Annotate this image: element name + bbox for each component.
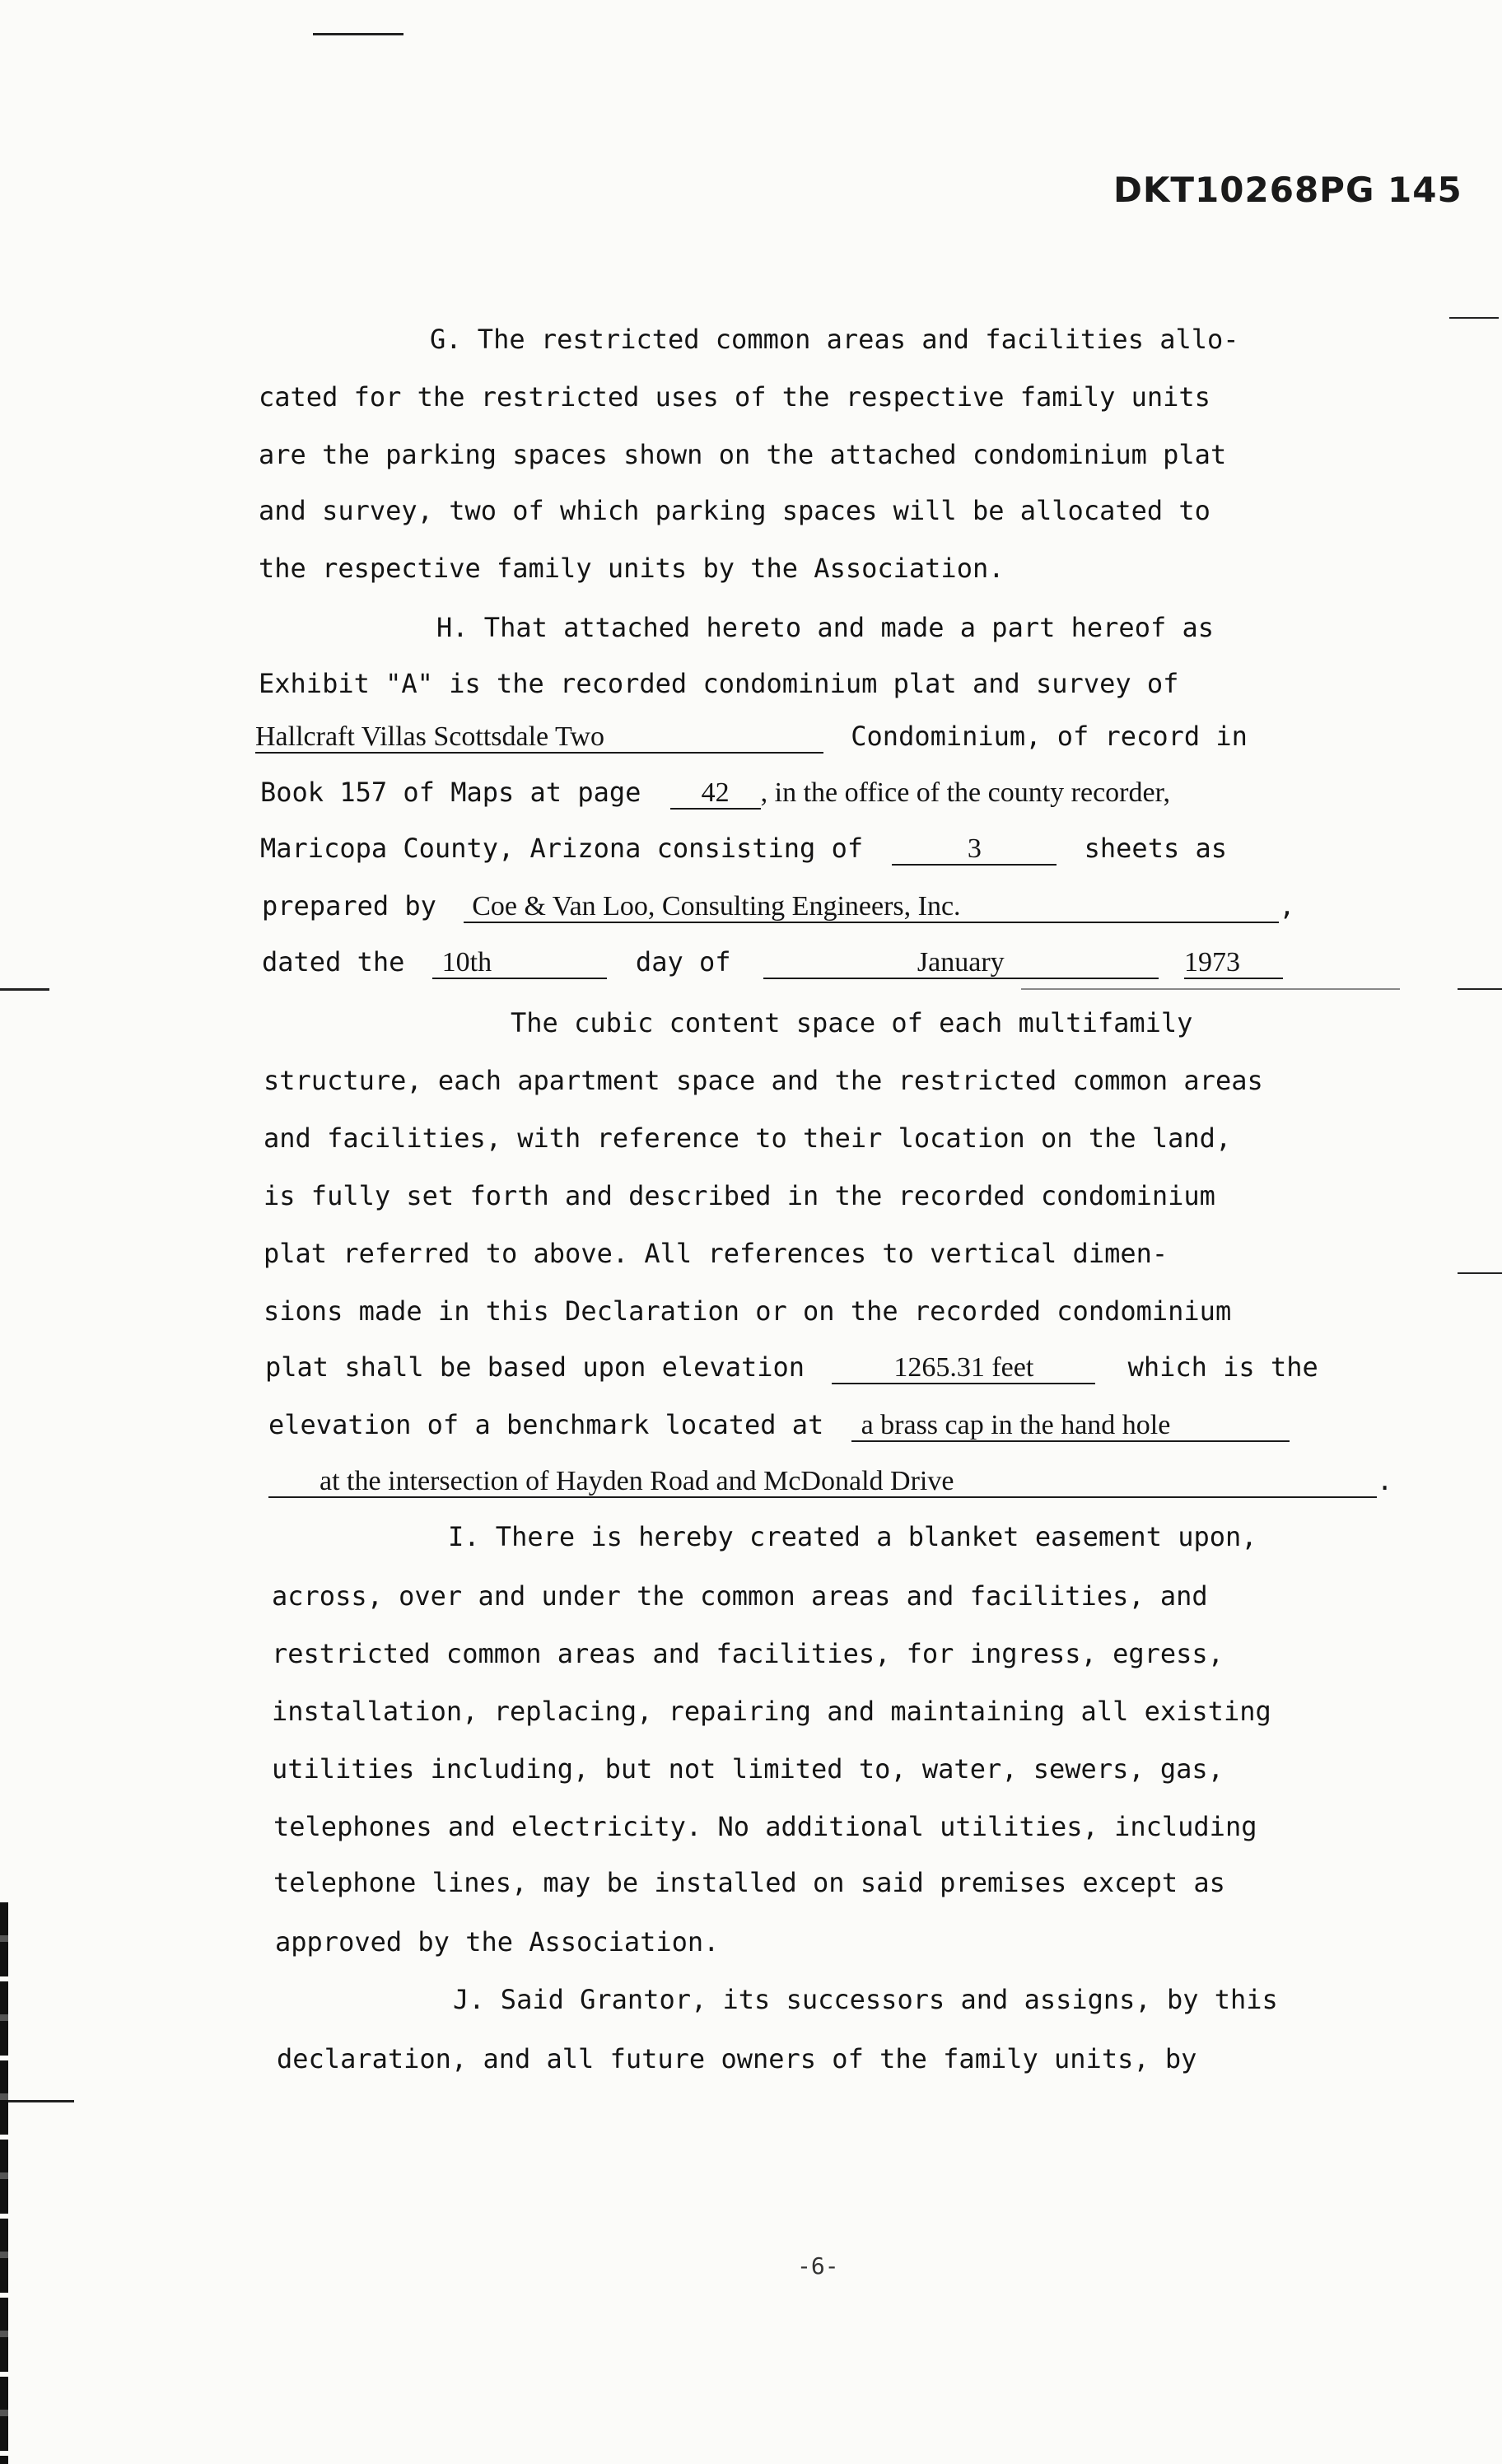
cubic-line: The cubic content space of each multifamily [511, 1007, 1193, 1038]
paragraph-i-line: telephone lines, may be installed on said premises except as [273, 1867, 1225, 1898]
elevation-field: 1265.31 feet [832, 1353, 1095, 1384]
paragraph-i-line: restricted common areas and facilities, for ingress, egress, [272, 1638, 1224, 1669]
paragraph-h-line: Exhibit "A" is the recorded condominium plat and survey of [259, 668, 1179, 699]
cubic-line: plat referred to above. All references to vertical dimen- [264, 1238, 1168, 1269]
paragraph-g-line: and survey, two of which parking spaces will be allocated to [259, 495, 1210, 526]
elevation-line [265, 1351, 1318, 1384]
book-line [260, 776, 1170, 810]
cubic-line: structure, each apartment space and the restricted common areas [264, 1065, 1263, 1096]
sheet-count-field: 3 [892, 834, 1057, 866]
county-line [260, 832, 1227, 866]
prepared-by-line [262, 889, 1294, 923]
benchmark-period: . [1377, 1465, 1393, 1496]
scan-mark [1021, 988, 1400, 990]
county-prefix: Maricopa County, Arizona consisting of [260, 833, 864, 864]
paragraph-g-line: are the parking spaces shown on the attached condominium plat [259, 439, 1227, 470]
prepared-suffix: , [1279, 890, 1295, 922]
county-suffix: sheets as [1084, 833, 1228, 864]
paragraph-j-line: declaration, and all future owners of the family units, by [277, 2043, 1197, 2074]
benchmark-field-2: at the intersection of Hayden Road and McDonald Drive [268, 1467, 1377, 1498]
binding-edge [0, 1902, 8, 2464]
paragraph-h-line: H. That attached hereto and made a part hereof as [436, 612, 1215, 643]
benchmark-line [268, 1408, 1290, 1442]
month-field: January [763, 948, 1159, 979]
scan-mark [1458, 1272, 1502, 1274]
cubic-line: and facilities, with reference to their location on the land, [264, 1122, 1232, 1154]
paragraph-i-line: I. There is hereby created a blanket easement upon, [448, 1521, 1257, 1552]
benchmark-field-1: a brass cap in the hand hole [851, 1411, 1290, 1442]
book-suffix: , in the office of the county recorder, [760, 777, 1171, 808]
scan-mark [1449, 317, 1499, 319]
page-number-field: 42 [670, 778, 761, 810]
paragraph-i-line: utilities including, but not limited to, water, sewers, gas, [272, 1753, 1224, 1785]
benchmark-prefix: elevation of a benchmark located at [268, 1409, 824, 1440]
year-field: 1973 [1184, 948, 1283, 979]
day-field: 10th [432, 948, 607, 979]
page-number: -6- [797, 2252, 839, 2280]
scan-mark [313, 33, 403, 35]
paragraph-i-line: approved by the Association. [275, 1926, 720, 1958]
paragraph-i-line: across, over and under the common areas and facilities, and [272, 1580, 1208, 1612]
scan-mark [1458, 988, 1502, 990]
benchmark-line-2 [268, 1464, 1392, 1498]
recording-reference: DKT10268PG 145 [1113, 170, 1462, 210]
engineer-field: Coe & Van Loo, Consulting Engineers, Inc. [464, 892, 1279, 923]
prepared-prefix: prepared by [262, 890, 436, 922]
paragraph-i-line: telephones and electricity. No additional utilities, including [273, 1811, 1257, 1842]
day-of-label: day of [635, 946, 731, 978]
condo-name-field: Hallcraft Villas Scottsdale Two [255, 722, 823, 754]
condo-name-line [255, 720, 1248, 754]
elevation-prefix: plat shall be based upon elevation [265, 1351, 805, 1383]
dated-line [262, 945, 1283, 979]
paragraph-g-line: the respective family units by the Association. [259, 553, 1005, 584]
scan-mark [0, 988, 49, 991]
scan-mark [0, 2100, 74, 2102]
cubic-line: sions made in this Declaration or on the recorded condominium [264, 1295, 1232, 1327]
cubic-line: is fully set forth and described in the recorded condominium [264, 1180, 1215, 1211]
elevation-suffix: which is the [1127, 1351, 1318, 1383]
paragraph-j-line: J. Said Grantor, its successors and assigns, by this [453, 1984, 1278, 2015]
paragraph-g-line: G. The restricted common areas and facilities allo- [430, 324, 1239, 355]
paragraph-g-line: cated for the restricted uses of the respective family units [259, 381, 1210, 413]
paragraph-i-line: installation, replacing, repairing and maintaining all existing [272, 1696, 1271, 1727]
condo-line-suffix: Condominium, of record in [851, 721, 1248, 752]
book-prefix: Book 157 of Maps at page [260, 777, 641, 808]
dated-prefix: dated the [262, 946, 405, 978]
